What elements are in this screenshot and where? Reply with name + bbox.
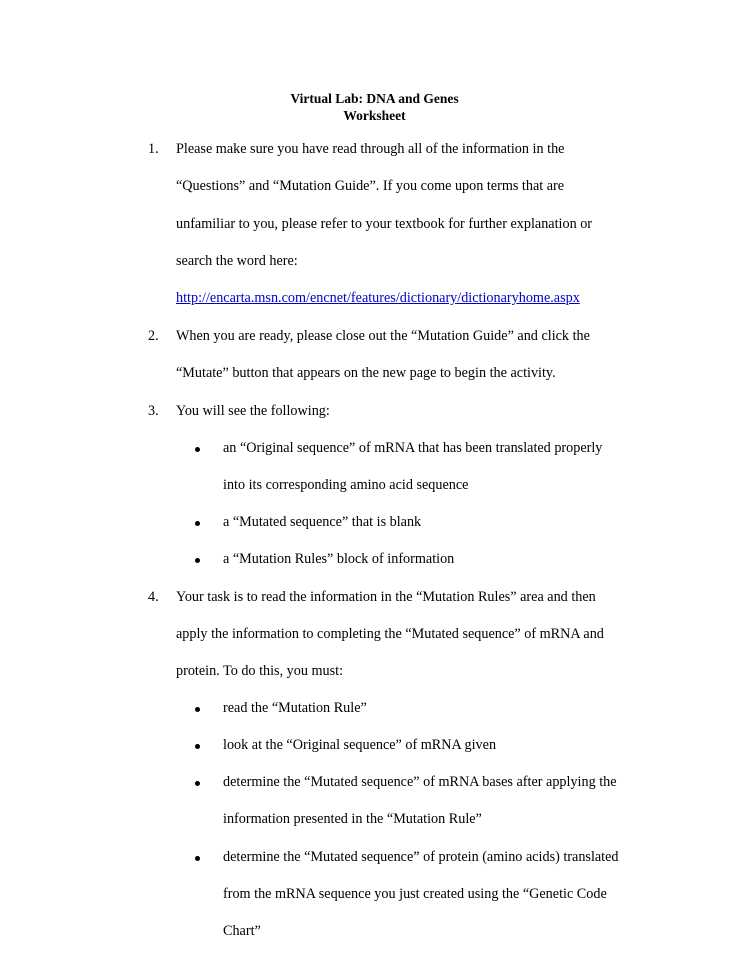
bullet-line: a “Mutation Rules” block of information bbox=[223, 551, 455, 567]
bullet-line: determine the “Mutated sequence” of mRNA bases after applying the bbox=[223, 774, 617, 790]
title-line-1: Virtual Lab: DNA and Genes bbox=[290, 91, 459, 106]
bullet-line: Chart” bbox=[223, 923, 261, 939]
title-line-2: Worksheet bbox=[343, 108, 406, 123]
item-number: 2. bbox=[148, 328, 159, 344]
item-1-line-4: search the word here: bbox=[176, 253, 298, 269]
item-2-line-2: “Mutate” button that appears on the new page to begin the activity. bbox=[176, 365, 556, 381]
bullet-icon bbox=[195, 744, 200, 749]
bullet-icon bbox=[195, 781, 200, 786]
bullet-line: from the mRNA sequence you just created using the “Genetic Code bbox=[223, 886, 607, 902]
bullet-line: a “Mutated sequence” that is blank bbox=[223, 514, 422, 530]
item-4-line-2: apply the information to completing the “Mutated sequence” of mRNA and bbox=[176, 626, 604, 642]
bullet-line: read the “Mutation Rule” bbox=[223, 700, 367, 716]
bullet-line: into its corresponding amino acid sequence bbox=[223, 477, 469, 493]
bullet-icon bbox=[195, 558, 200, 563]
bullet-line: look at the “Original sequence” of mRNA given bbox=[223, 737, 497, 753]
item-number: 1. bbox=[148, 141, 159, 157]
page-title bbox=[0, 90, 749, 124]
item-4-line-1: Your task is to read the information in the “Mutation Rules” area and then bbox=[176, 589, 596, 605]
item-3-line-1: You will see the following: bbox=[176, 403, 330, 419]
bullet-line: information presented in the “Mutation Rule” bbox=[223, 811, 482, 827]
bullet-icon bbox=[195, 447, 200, 452]
item-number: 4. bbox=[148, 589, 159, 605]
item-number: 3. bbox=[148, 403, 159, 419]
item-1-line-3: unfamiliar to you, please refer to your textbook for further explanation or bbox=[176, 216, 593, 232]
item-1-line-2: “Questions” and “Mutation Guide”. If you come upon terms that are bbox=[176, 178, 565, 194]
dictionary-link[interactable]: http://encarta.msn.com/encnet/features/dictionary/dictionaryhome.aspx bbox=[176, 290, 580, 306]
bullet-icon bbox=[195, 521, 200, 526]
item-4-line-3: protein. To do this, you must: bbox=[176, 663, 344, 679]
bullet-icon bbox=[195, 707, 200, 712]
bullet-line: an “Original sequence” of mRNA that has been translated properly bbox=[223, 440, 603, 456]
item-1-line-1: Please make sure you have read through all of the information in the bbox=[176, 141, 565, 157]
bullet-line: determine the “Mutated sequence” of protein (amino acids) translated bbox=[223, 849, 619, 865]
item-2-line-1: When you are ready, please close out the “Mutation Guide” and click the bbox=[176, 328, 590, 344]
bullet-icon bbox=[195, 856, 200, 861]
